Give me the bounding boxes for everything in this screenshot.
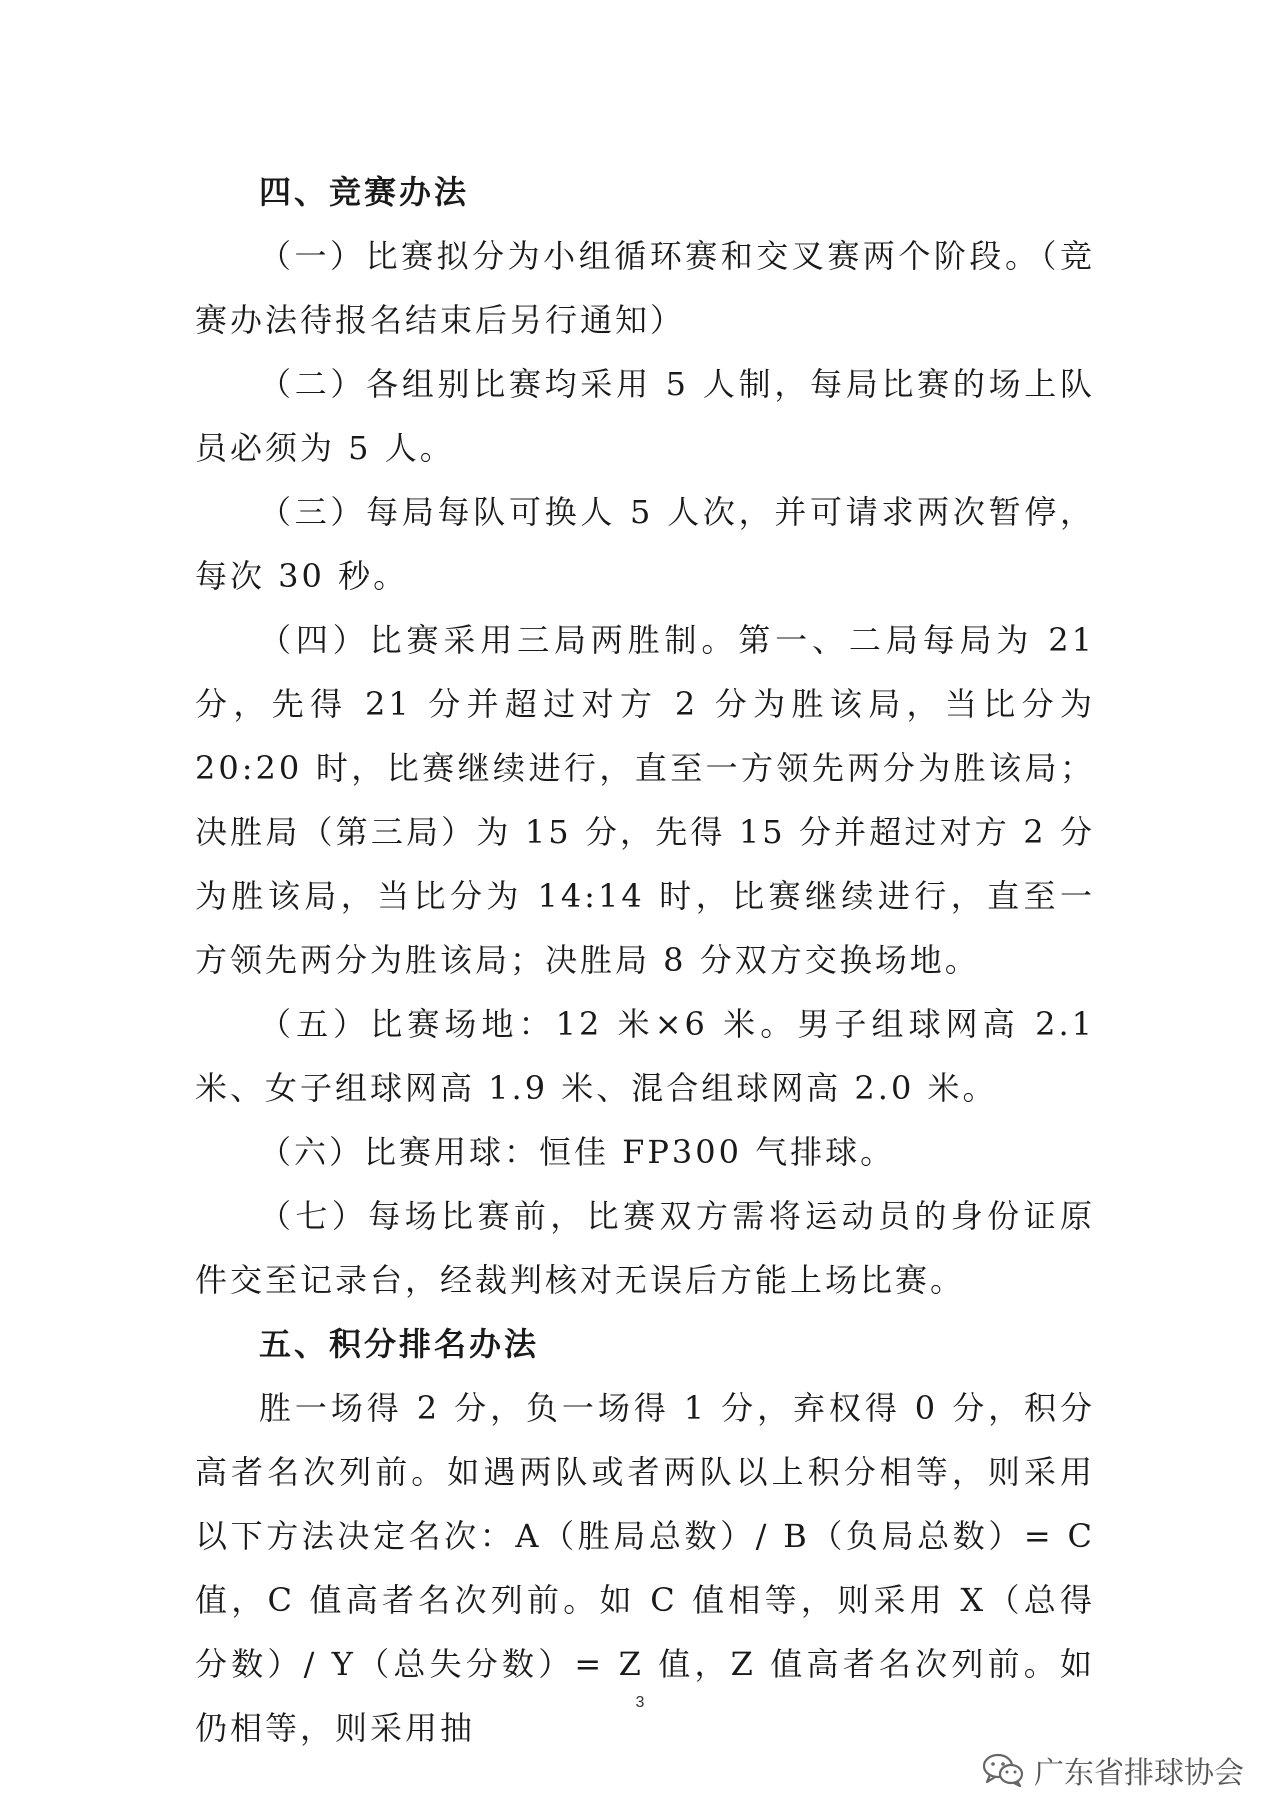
document-body <box>195 160 1095 1760</box>
watermark <box>982 1748 1244 1792</box>
wechat-icon <box>982 1752 1024 1788</box>
paragraph-rule-5: （五）比赛场地：12 米×6 米。男子组球网高 2.1 米、女子组球网高 1.9 米、混合组球网高 2.0 米。 <box>195 1005 1095 1107</box>
paragraph-rule-3: （三）每局每队可换人 5 人次，并可请求两次暂停，每次 30 秒。 <box>195 493 1095 595</box>
paragraph-rule-6: （六）比赛用球：恒佳 FP300 气排球。 <box>259 1133 896 1171</box>
paragraph-rule-7: （七）每场比赛前，比赛双方需将运动员的身份证原件交至记录台，经裁判核对无误后方能上场比赛。 <box>195 1197 1095 1299</box>
page-number: 3 <box>635 1694 645 1711</box>
section-heading-competition-rules: 四、竞赛办法 <box>259 173 470 211</box>
paragraph-rule-4: （四）比赛采用三局两胜制。第一、二局每局为 21 分，先得 21 分并超过对方 2 分为胜该局，当比分为 20:20 时，比赛继续进行，直至一方领先两分为胜该局；决胜局（第三局）为 15 分，先得 15 分并超过对方 2 分为胜该局，当比分为 14:14 时，比赛继续进行，直至一方领先两分为胜该局；决胜局 8 分双方交换场地。 <box>195 621 1095 979</box>
paragraph-rule-1: （一）比赛拟分为小组循环赛和交叉赛两个阶段。（竞赛办法待报名结束后另行通知） <box>195 237 1095 339</box>
paragraph-ranking: 胜一场得 2 分，负一场得 1 分，弃权得 0 分，积分高者名次列前。如遇两队或者两队以上积分相等，则采用以下方法决定名次：A（胜局总数）/ B（负局总数）= C 值，C 值高者名次列前。如 C 值相等，则采用 X（总得分数）/ Y（总失分数）= Z 值，Z 值高者名次列前。如仍相等，则采用抽 <box>195 1389 1095 1747</box>
paragraph-rule-2: （二）各组别比赛均采用 5 人制，每局比赛的场上队员必须为 5 人。 <box>195 365 1095 467</box>
watermark-text: 广东省排球协会 <box>1034 1756 1244 1791</box>
section-heading-ranking: 五、积分排名办法 <box>259 1325 540 1363</box>
